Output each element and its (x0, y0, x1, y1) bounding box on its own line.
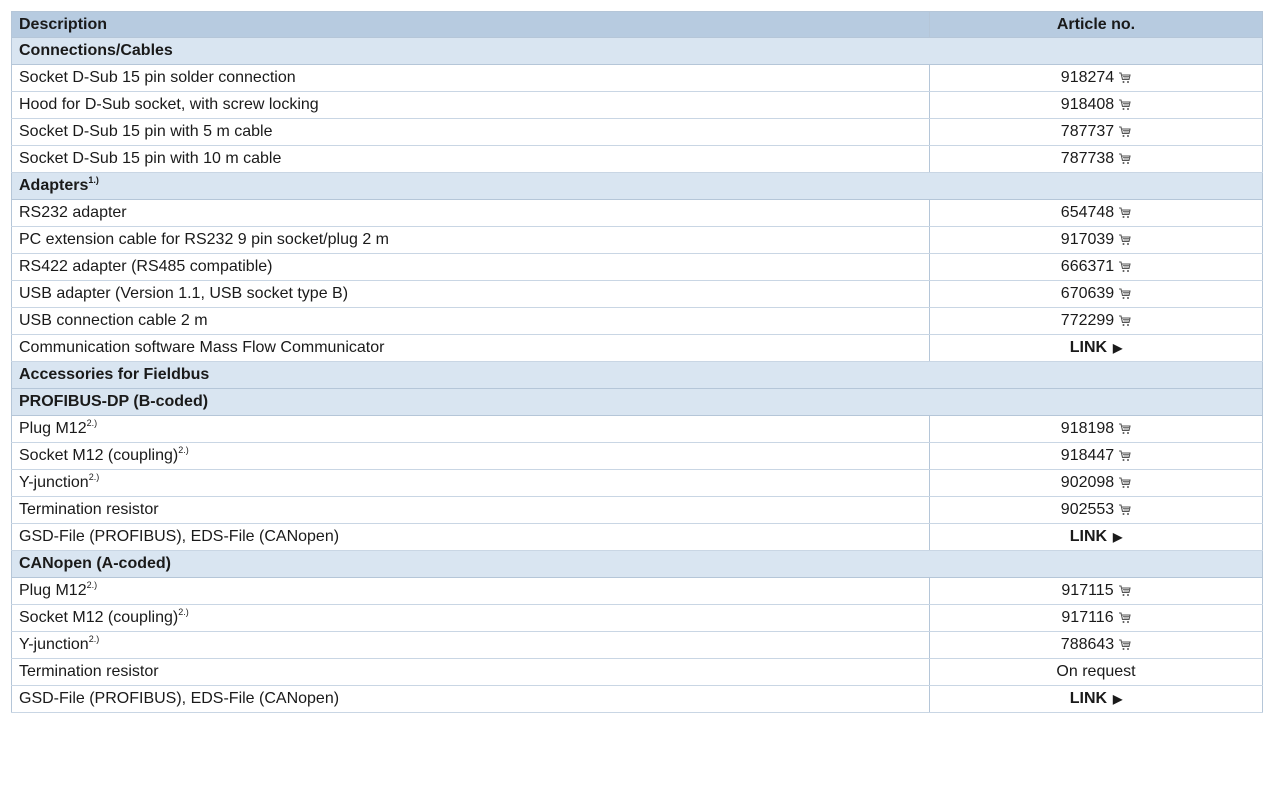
article-number[interactable]: 788643 (1060, 636, 1115, 653)
section-title (12, 389, 1263, 416)
shopping-cart-icon[interactable] (1118, 119, 1131, 145)
item-description (12, 632, 930, 659)
section-title (12, 173, 1263, 200)
table-row (12, 659, 1263, 686)
item-description-text: Y-junction (19, 636, 89, 653)
footnote-marker: 2.) (88, 471, 100, 482)
table-row (12, 200, 1263, 227)
section-title (12, 551, 1263, 578)
section-title (12, 38, 1263, 65)
article-number-cell[interactable] (930, 578, 1263, 605)
play-triangle-icon: ▶ (1113, 692, 1123, 706)
column-header-article: Article no. (930, 12, 1263, 38)
article-number-cell[interactable] (930, 416, 1263, 443)
item-description-text: RS232 adapter (19, 204, 127, 221)
table-row (12, 605, 1263, 632)
article-number-cell[interactable] (930, 524, 1263, 551)
shopping-cart-icon[interactable] (1118, 416, 1131, 442)
footnote-marker: 2.) (86, 579, 98, 590)
table-row (12, 92, 1263, 119)
article-number-cell[interactable] (930, 227, 1263, 254)
table-row (12, 470, 1263, 497)
item-description-text: USB adapter (Version 1.1, USB socket type B) (19, 285, 349, 302)
item-description-text: Termination resistor (19, 501, 159, 518)
section-header-row (12, 389, 1263, 416)
section-title-text: Adapters (19, 177, 89, 194)
article-number-cell[interactable] (930, 335, 1263, 362)
table-row (12, 632, 1263, 659)
item-description-text: Termination resistor (19, 663, 159, 680)
link-label[interactable]: LINK (1069, 528, 1108, 545)
link-label[interactable]: LINK (1069, 690, 1108, 707)
table-row (12, 335, 1263, 362)
article-number-cell[interactable] (930, 308, 1263, 335)
article-number[interactable]: 772299 (1060, 312, 1115, 329)
shopping-cart-icon[interactable] (1118, 200, 1131, 226)
item-description (12, 308, 930, 335)
footnote-marker: 2.) (88, 633, 100, 644)
section-title-text: Connections/Cables (19, 42, 173, 59)
article-number-cell[interactable] (930, 686, 1263, 713)
article-number-cell[interactable] (930, 92, 1263, 119)
accessories-table (11, 11, 1263, 713)
item-description (12, 227, 930, 254)
shopping-cart-icon[interactable] (1118, 92, 1131, 118)
item-description-text: Communication software Mass Flow Communicator (19, 339, 385, 356)
table-body (12, 38, 1263, 713)
column-header-description: Description (12, 12, 930, 38)
item-description (12, 200, 930, 227)
link-button[interactable] (1070, 528, 1123, 545)
item-description (12, 443, 930, 470)
article-number-cell[interactable] (930, 281, 1263, 308)
item-description-text: PC extension cable for RS232 9 pin socket/plug 2 m (19, 231, 389, 248)
table-header-row (12, 12, 1263, 38)
article-number-cell[interactable] (930, 200, 1263, 227)
item-description (12, 578, 930, 605)
article-number[interactable]: 918408 (1060, 96, 1115, 113)
item-description-text: Plug M12 (19, 582, 87, 599)
article-number[interactable]: 918198 (1060, 420, 1115, 437)
shopping-cart-icon[interactable] (1118, 443, 1131, 469)
table-row (12, 497, 1263, 524)
item-description (12, 497, 930, 524)
table-row (12, 227, 1263, 254)
item-description-text: RS422 adapter (RS485 compatible) (19, 258, 273, 275)
article-number-cell[interactable] (930, 254, 1263, 281)
article-number-cell[interactable] (930, 146, 1263, 173)
footnote-marker: 1.) (88, 174, 99, 185)
item-description-text: USB connection cable 2 m (19, 312, 208, 329)
item-description (12, 254, 930, 281)
item-description (12, 119, 930, 146)
link-button[interactable] (1070, 690, 1123, 707)
article-number-cell[interactable] (930, 632, 1263, 659)
item-description-text: GSD-File (PROFIBUS), EDS-File (CANopen) (19, 690, 340, 707)
accessories-table-container (11, 11, 1262, 713)
article-number[interactable]: 902553 (1060, 501, 1115, 518)
article-number[interactable]: 787738 (1060, 150, 1115, 167)
shopping-cart-icon[interactable] (1118, 227, 1131, 253)
shopping-cart-icon[interactable] (1118, 497, 1131, 523)
section-header-row (12, 38, 1263, 65)
table-row (12, 416, 1263, 443)
section-header-row (12, 551, 1263, 578)
item-description-text: Socket M12 (coupling) (19, 447, 179, 464)
section-header-row (12, 173, 1263, 200)
table-row (12, 146, 1263, 173)
footnote-marker: 2.) (178, 606, 189, 617)
link-label[interactable]: LINK (1069, 339, 1108, 356)
shopping-cart-icon[interactable] (1118, 281, 1131, 307)
shopping-cart-icon[interactable] (1118, 578, 1131, 604)
item-description (12, 65, 930, 92)
section-title-text: CANopen (A-coded) (19, 555, 171, 572)
link-button[interactable] (1070, 339, 1123, 356)
item-description (12, 524, 930, 551)
article-number-cell[interactable] (930, 497, 1263, 524)
article-number[interactable]: 902098 (1060, 474, 1115, 491)
article-number-cell[interactable] (930, 65, 1263, 92)
item-description-text: Y-junction (19, 474, 89, 491)
article-number-cell[interactable] (930, 605, 1263, 632)
article-number[interactable]: 918274 (1060, 69, 1115, 86)
table-row (12, 65, 1263, 92)
table-row (12, 524, 1263, 551)
play-triangle-icon: ▶ (1113, 530, 1123, 544)
section-header-row (12, 362, 1263, 389)
article-number-cell[interactable] (930, 119, 1263, 146)
article-number-cell[interactable] (930, 470, 1263, 497)
item-description (12, 605, 930, 632)
shopping-cart-icon[interactable] (1118, 605, 1131, 631)
table-row (12, 578, 1263, 605)
article-number[interactable]: 654748 (1060, 204, 1115, 221)
item-description-text: Hood for D-Sub socket, with screw locking (19, 96, 319, 113)
item-description (12, 281, 930, 308)
article-number[interactable]: 918447 (1060, 447, 1115, 464)
article-number[interactable]: 917115 (1061, 582, 1114, 599)
table-row (12, 254, 1263, 281)
item-description-text: Plug M12 (19, 420, 87, 437)
item-description-text: Socket D-Sub 15 pin with 10 m cable (19, 150, 282, 167)
table-row (12, 119, 1263, 146)
item-description (12, 92, 930, 119)
article-number-cell (930, 659, 1263, 686)
item-description (12, 146, 930, 173)
item-description-text: Socket D-Sub 15 pin solder connection (19, 69, 296, 86)
article-number[interactable]: 666371 (1060, 258, 1115, 275)
item-description (12, 659, 930, 686)
article-number[interactable]: 670639 (1060, 285, 1115, 302)
article-number[interactable]: 917116 (1061, 609, 1114, 626)
item-description-text: Socket M12 (coupling) (19, 609, 179, 626)
article-number[interactable]: 917039 (1060, 231, 1115, 248)
section-title-text: PROFIBUS-DP (B-coded) (19, 393, 209, 410)
item-description (12, 335, 930, 362)
table-row (12, 308, 1263, 335)
shopping-cart-icon[interactable] (1118, 470, 1131, 496)
article-number-cell[interactable] (930, 443, 1263, 470)
item-description-text: Socket D-Sub 15 pin with 5 m cable (19, 123, 273, 140)
item-description-text: GSD-File (PROFIBUS), EDS-File (CANopen) (19, 528, 340, 545)
shopping-cart-icon[interactable] (1118, 308, 1131, 334)
section-title-text: Accessories for Fieldbus (19, 366, 210, 383)
item-description (12, 416, 930, 443)
shopping-cart-icon[interactable] (1118, 632, 1131, 658)
section-title (12, 362, 1263, 389)
availability-text: On request (1056, 663, 1136, 680)
shopping-cart-icon[interactable] (1118, 146, 1131, 172)
shopping-cart-icon[interactable] (1118, 254, 1131, 280)
article-number[interactable]: 787737 (1060, 123, 1115, 140)
play-triangle-icon: ▶ (1113, 341, 1123, 355)
item-description (12, 686, 930, 713)
item-description (12, 470, 930, 497)
shopping-cart-icon[interactable] (1118, 65, 1131, 91)
footnote-marker: 2.) (86, 417, 98, 428)
table-row (12, 443, 1263, 470)
table-row (12, 281, 1263, 308)
footnote-marker: 2.) (178, 444, 189, 455)
table-row (12, 686, 1263, 713)
